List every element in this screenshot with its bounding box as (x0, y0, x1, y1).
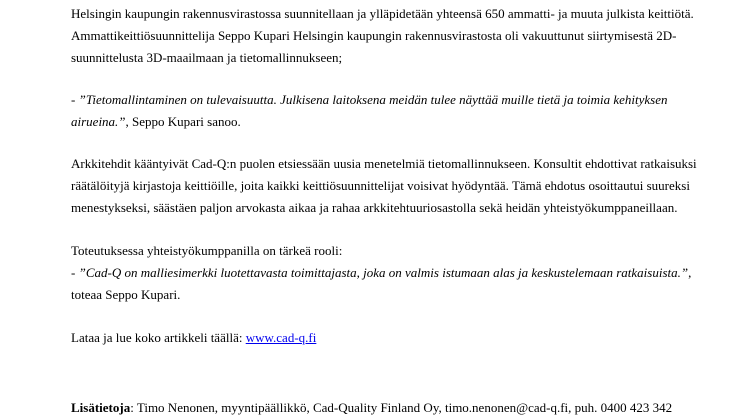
text-line: menestykseksi, säästäen paljon arvokasta aikaa ja rahaa arkkitehtuuriosastolla sekä heidän yhteistyökumppaneillaan. (71, 200, 678, 215)
quote-text-end: airueina.” (71, 114, 126, 129)
quote-text: ”Tietomallintaminen on tulevaisuutta. Julkisena laitoksena meidän tulee näyttää muille tietä ja toimia kehityksen (78, 92, 668, 107)
partner-quote-line (71, 262, 691, 284)
download-text: Lataa ja lue koko artikkeli täällä: (71, 330, 246, 345)
quote-comma: , (688, 265, 692, 280)
intro-paragraph (71, 3, 694, 69)
text-line: Helsingin kaupungin rakennusvirastossa suunnitellaan ja ylläpidetään yhteensä 650 ammatti- ja muuta julkista keittiötä. (71, 6, 694, 21)
quote-line-2 (71, 111, 667, 133)
quote-dash: - (71, 92, 79, 107)
quote-line-1 (71, 89, 667, 111)
text-line: Ammattikeittiösuunnittelija Seppo Kupari Helsingin kaupungin rakennusvirastosta oli vakuuttunut siirtymisestä 2D- (71, 28, 677, 43)
contact-label: Lisätietoja (71, 400, 131, 415)
partner-paragraph (71, 240, 691, 306)
download-paragraph (71, 327, 316, 349)
text-line: Arkkitehdit kääntyivät Cad-Q:n puolen etsiessään uusia menetelmiä tietomallinnukseen. Konsultit ehdottivat ratkaisuksi (71, 156, 697, 171)
quote-dash: - (71, 265, 79, 280)
text-line: räätälöityjä kirjastoja keittiöille, joita kaikki keittiösuunnittelijat voisivat hyödyntää. Tämä ehdotus osoittautui suureksi (71, 178, 690, 193)
quote-attribution: , Seppo Kupari sanoo. (125, 114, 241, 129)
architects-paragraph (71, 153, 697, 219)
cad-q-link[interactable]: www.cad-q.fi (245, 330, 317, 345)
partner-intro: Toteutuksessa yhteistyökumppanilla on tärkeä rooli: (71, 243, 343, 258)
partner-quote: ”Cad-Q on malliesimerkki luotettavasta toimittajasta, joka on valmis istumaan alas ja keskustelemaan ratkaisuista.” (78, 265, 689, 280)
text-line: suunnittelusta 3D-maailmaan ja tietomallinnukseen; (71, 50, 343, 65)
contact-footer (71, 397, 672, 419)
contact-details: : Timo Nenonen, myyntipäällikkö, Cad-Quality Finland Oy, timo.nenonen@cad-q.fi, puh. 0400 423 342 (130, 400, 673, 415)
partner-attribution: toteaa Seppo Kupari. (71, 287, 181, 302)
quote-paragraph (71, 89, 667, 133)
